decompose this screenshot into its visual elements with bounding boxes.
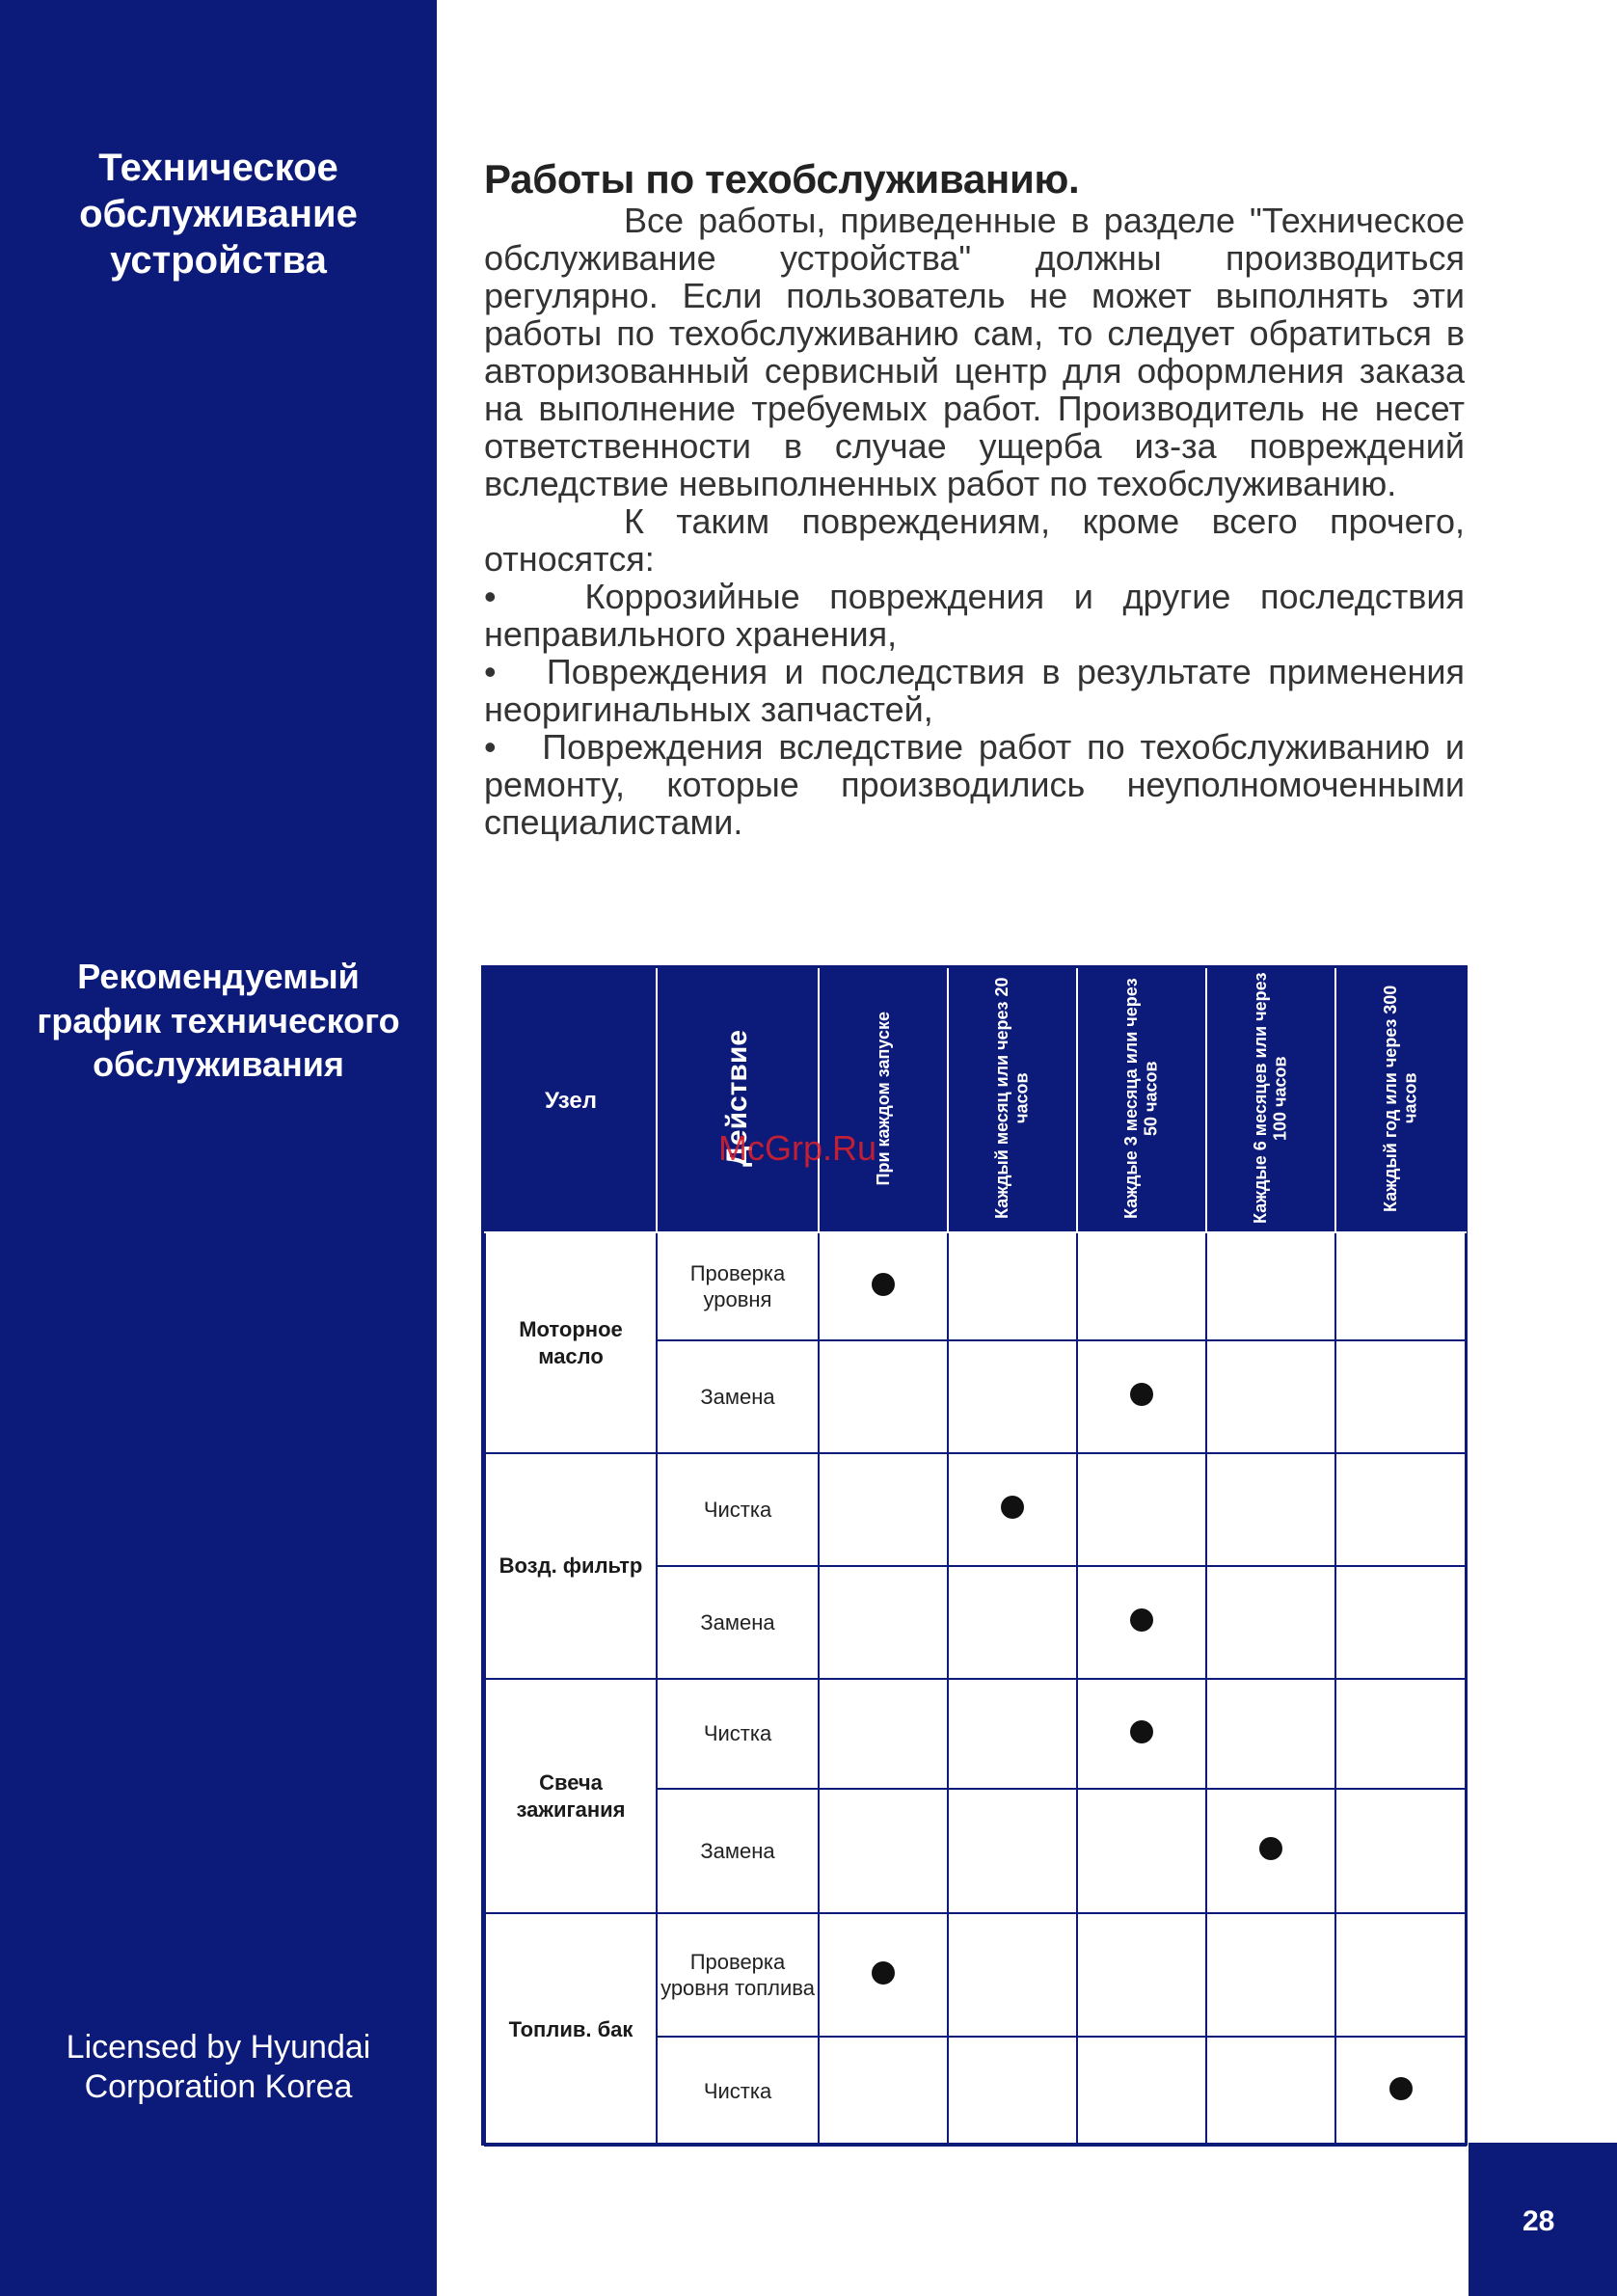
schedule-section-title: Рекомендуемый график технического обслуживания	[37, 957, 400, 1085]
interval-cell	[1077, 1232, 1206, 1340]
table-row	[485, 1913, 1466, 2037]
interval-cell	[1335, 2037, 1466, 2146]
interval-cell	[819, 1232, 948, 1340]
interval-cell	[948, 1232, 1077, 1340]
action-cell: Замена	[657, 1340, 819, 1453]
action-cell: Замена	[657, 1789, 819, 1913]
interval-cell	[1077, 1913, 1206, 2037]
schedule-mark-dot	[1130, 1608, 1153, 1632]
schedule-mark-dot	[872, 1273, 895, 1296]
action-cell: Чистка	[657, 1679, 819, 1789]
bullet-text: Коррозийные повреждения и другие последствия неправильного хранения,	[484, 577, 1465, 654]
interval-cell	[1335, 1453, 1466, 1566]
bullet-item: • Коррозийные повреждения и другие последствия неправильного хранения,	[484, 577, 1465, 654]
paragraph-damages: К таким повреждениям, кроме всего прочего, относятся:	[484, 501, 1465, 579]
bullet-item: • Повреждения и последствия в результате применения неоригинальных запчастей,	[484, 652, 1466, 729]
interval-cell	[1206, 1679, 1335, 1789]
interval-cell	[1335, 1340, 1466, 1453]
schedule-mark-dot	[1389, 2077, 1413, 2100]
page-number: 28	[1523, 2205, 1555, 2237]
interval-cell	[1206, 1566, 1335, 1679]
header-interval: Каждый год или через 300 часов	[1335, 969, 1466, 1232]
node-cell: Возд. фильтр	[485, 1453, 657, 1679]
header-interval: При каждом запуске	[819, 969, 948, 1232]
interval-cell	[819, 2037, 948, 2146]
schedule-mark-dot	[1001, 1496, 1024, 1519]
interval-cell	[1206, 1913, 1335, 2037]
bullet-text: Повреждения и последствия в результате применения неоригинальных запчастей,	[484, 652, 1466, 729]
paragraph-intro: Все работы, приведенные в разделе "Техническое обслуживание устройства" должны производиться регулярно. Если пользователь не может выполнять эти работы по техобслуживанию сам, то следует обратиться в авторизованный сервисный центр для оформления заказа на выполнение требуемых работ. Производитель не несет ответственности в случае ущерба из-за повреждений вследствие невыполненных работ по техобслуживанию.	[484, 201, 1465, 503]
table-row	[485, 1679, 1466, 1789]
action-cell: Чистка	[657, 1453, 819, 1566]
interval-cell	[819, 1679, 948, 1789]
interval-cell	[1077, 2037, 1206, 2146]
maintenance-schedule-table	[481, 965, 1468, 2146]
bullet-item: • Повреждения вследствие работ по техобслуживанию и ремонту, которые производились неуполномоченными специалистами.	[484, 727, 1466, 842]
header-interval: Каждые 3 месяца или через 50 часов	[1077, 969, 1206, 1232]
interval-cell	[948, 1679, 1077, 1789]
page-number-box	[1469, 2143, 1617, 2296]
interval-cell	[1077, 1566, 1206, 1679]
action-cell: Проверка уровня топлива	[657, 1913, 819, 2037]
bullet-text: Повреждения вследствие работ по техобслуживанию и ремонту, которые производились неуполномоченными специалистами.	[484, 727, 1466, 842]
interval-cell	[1077, 1453, 1206, 1566]
sidebar	[0, 0, 437, 2296]
interval-cell	[1077, 1789, 1206, 1913]
table-row	[485, 1232, 1466, 1340]
interval-cell	[948, 1789, 1077, 1913]
schedule-mark-dot	[872, 1961, 895, 1985]
node-cell: Топлив. бак	[485, 1913, 657, 2146]
interval-cell	[819, 1789, 948, 1913]
schedule-mark-dot	[1259, 1837, 1282, 1860]
section-title: Техническое обслуживание устройства	[79, 147, 358, 282]
interval-cell	[948, 2037, 1077, 2146]
license-note: Licensed by Hyundai Corporation Korea	[66, 2029, 371, 2106]
interval-cell	[1335, 1232, 1466, 1340]
interval-cell	[1206, 1789, 1335, 1913]
table-row	[485, 1453, 1466, 1566]
interval-cell	[948, 1340, 1077, 1453]
page-title: Работы по техобслуживанию.	[484, 156, 1080, 202]
node-cell: Свеча зажигания	[485, 1679, 657, 1913]
watermark: McGrp.Ru	[718, 1128, 877, 1168]
interval-cell	[948, 1913, 1077, 2037]
interval-cell	[1335, 1913, 1466, 2037]
interval-cell	[1335, 1566, 1466, 1679]
interval-cell	[948, 1453, 1077, 1566]
interval-cell	[1077, 1340, 1206, 1453]
header-node: Узел	[485, 969, 657, 1232]
interval-cell	[1206, 1453, 1335, 1566]
interval-cell	[819, 1913, 948, 2037]
table-header-row	[485, 969, 1466, 1232]
schedule-mark-dot	[1130, 1720, 1153, 1743]
body-text	[484, 202, 1465, 841]
action-cell: Чистка	[657, 2037, 819, 2146]
interval-cell	[1335, 1789, 1466, 1913]
interval-cell	[819, 1340, 948, 1453]
interval-cell	[1206, 1232, 1335, 1340]
interval-cell	[819, 1566, 948, 1679]
interval-cell	[1335, 1679, 1466, 1789]
interval-cell	[948, 1566, 1077, 1679]
interval-cell	[1077, 1679, 1206, 1789]
interval-cell	[819, 1453, 948, 1566]
action-cell: Проверка уровня	[657, 1232, 819, 1340]
header-interval: Каждые 6 месяцев или через 100 часов	[1206, 969, 1335, 1232]
interval-cell	[1206, 2037, 1335, 2146]
interval-cell	[1206, 1340, 1335, 1453]
node-cell: Моторное масло	[485, 1232, 657, 1453]
schedule-mark-dot	[1130, 1383, 1153, 1406]
header-action: Действие	[657, 969, 819, 1232]
action-cell: Замена	[657, 1566, 819, 1679]
header-interval: Каждый месяц или через 20 часов	[948, 969, 1077, 1232]
